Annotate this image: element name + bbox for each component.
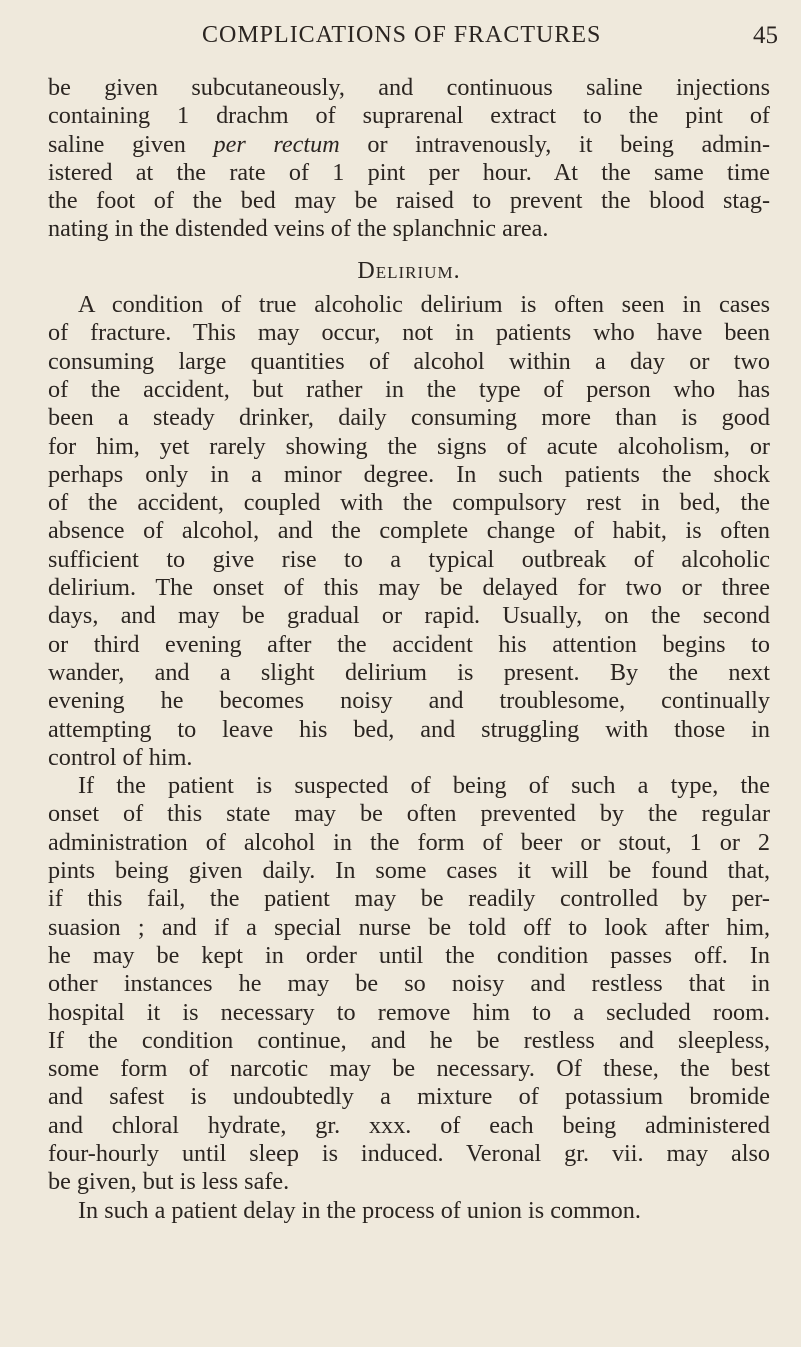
text-line: suasion ; and if a special nurse be told off to look after him, — [48, 913, 770, 941]
text-line: nating in the distended veins of the splanchnic area. — [48, 215, 549, 243]
text-line: of the accident, coupled with the compulsory rest in bed, the — [48, 489, 770, 517]
text-line: delirium. The onset of this may be delayed for two or three — [48, 574, 770, 602]
text-line: If the patient is suspected of being of such a type, the — [78, 772, 770, 800]
text-line: of the accident, but rather in the type of person who has — [48, 375, 770, 403]
text-line: the foot of the bed may be raised to prevent the blood stag- — [48, 187, 770, 215]
text-line: containing 1 drachm of suprarenal extract to the pint of — [48, 102, 770, 130]
text-line: for him, yet rarely showing the signs of acute alcoholism, or — [48, 432, 770, 460]
text-line: istered at the rate of 1 pint per hour. At the same time — [48, 158, 770, 186]
text-line: pints being given daily. In some cases it will be found that, — [48, 857, 770, 885]
paragraph-delirium-description — [48, 291, 770, 772]
text-segment: saline given — [48, 130, 214, 158]
paragraph-prevention-treatment — [48, 772, 770, 1196]
text-line: wander, and a slight delirium is present. By the next — [48, 658, 770, 686]
text-line: be given subcutaneously, and continuous saline injections — [48, 74, 770, 101]
text-segment: or intravenously, it being admin- — [339, 130, 771, 158]
text-line: hospital it is necessary to remove him to a secluded room. — [48, 998, 770, 1026]
page-number: 45 — [753, 22, 778, 49]
text-line: sufficient to give rise to a typical outbreak of alcoholic — [48, 545, 770, 573]
paragraph-union-delay — [48, 1197, 770, 1225]
text-line: four-hourly until sleep is induced. Veronal gr. vii. may also — [48, 1139, 770, 1167]
text-line: of fracture. This may occur, not in patients who have been — [48, 319, 770, 347]
text-line: control of him. — [48, 743, 193, 771]
text-line: and chloral hydrate, gr. xxx. of each being administered — [48, 1111, 770, 1139]
section-heading: Delirium. — [357, 257, 461, 284]
italic-term: per rectum — [213, 130, 340, 158]
text-line: been a steady drinker, daily consuming more than is good — [48, 404, 770, 432]
text-line: days, and may be gradual or rapid. Usually, on the second — [48, 602, 770, 630]
text-line: and safest is undoubtedly a mixture of potassium bromide — [48, 1083, 770, 1111]
page-body — [48, 74, 770, 1225]
text-line: other instances he may be so noisy and restless that in — [48, 970, 770, 998]
text-line: administration of alcohol in the form of beer or stout, 1 or 2 — [48, 828, 770, 856]
text-line: absence of alcohol, and the complete change of habit, is often — [48, 517, 770, 545]
text-line: some form of narcotic may be necessary. Of these, the best — [48, 1055, 770, 1083]
text-line: In such a patient delay in the process of union is common. — [78, 1196, 641, 1224]
text-line: if this fail, the patient may be readily controlled by per- — [48, 885, 770, 913]
text-line-with-italic — [48, 131, 770, 159]
text-line: A condition of true alcoholic delirium is often seen in cases — [78, 291, 770, 319]
text-line: consuming large quantities of alcohol within a day or two — [48, 347, 770, 375]
text-line: evening he becomes noisy and troublesome, continually — [48, 687, 770, 715]
text-line: he may be kept in order until the condition passes off. In — [48, 941, 770, 969]
text-line: onset of this state may be often prevented by the regular — [48, 800, 770, 828]
text-line: be given, but is less safe. — [48, 1168, 290, 1196]
text-line: attempting to leave his bed, and struggling with those in — [48, 715, 770, 743]
text-line: or third evening after the accident his attention begins to — [48, 630, 770, 658]
paragraph-saline-injections — [48, 74, 770, 244]
running-head: COMPLICATIONS OF FRACTURES — [202, 22, 602, 48]
text-line: perhaps only in a minor degree. In such patients the shock — [48, 460, 770, 488]
page-header — [48, 14, 778, 54]
text-line: If the condition continue, and he be restless and sleepless, — [48, 1026, 770, 1054]
